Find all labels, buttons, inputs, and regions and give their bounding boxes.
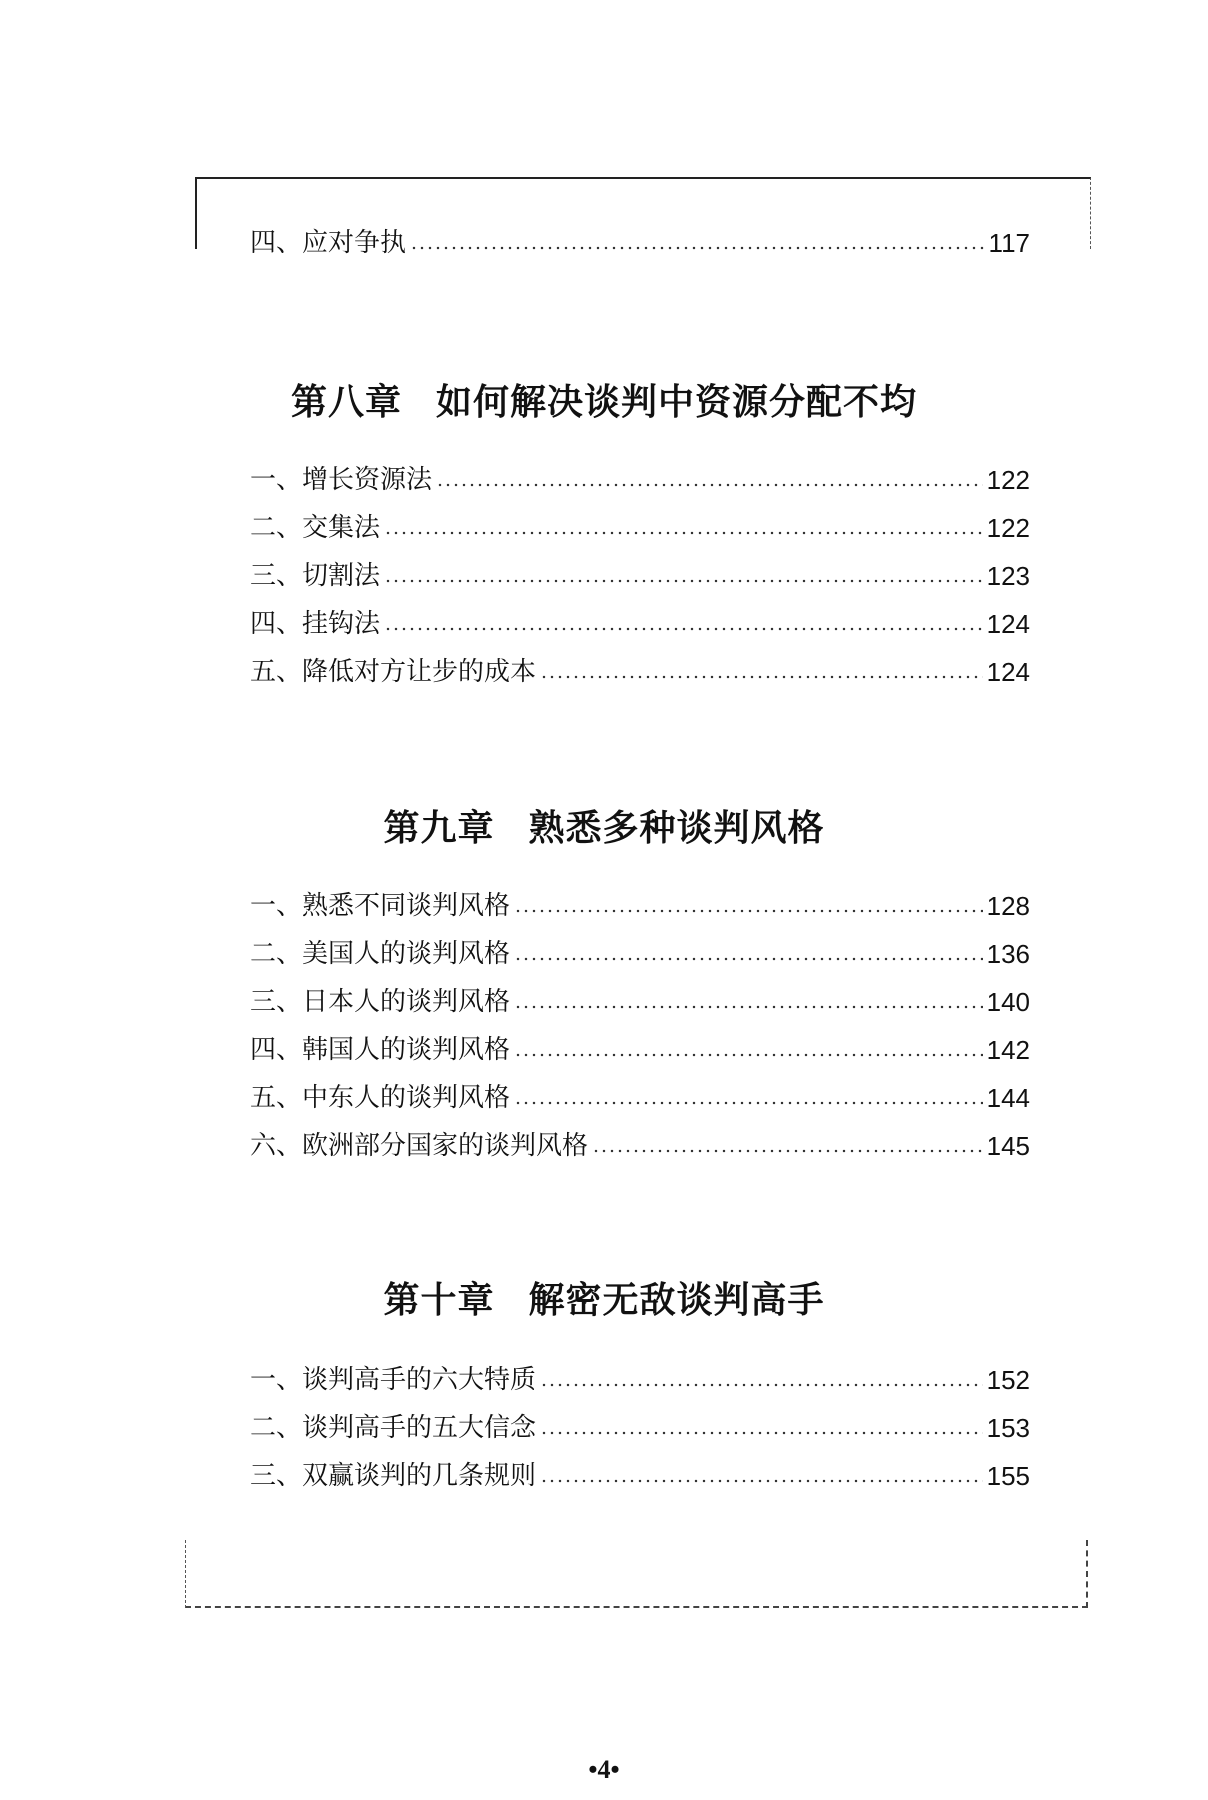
toc-entry-label: 一、谈判高手的六大特质 — [250, 1365, 537, 1395]
toc-entry-label: 一、熟悉不同谈判风格 — [250, 891, 511, 921]
toc-entry[interactable] — [250, 225, 1030, 261]
toc-entry[interactable] — [250, 1080, 1030, 1116]
toc-entry-label: 五、中东人的谈判风格 — [250, 1083, 511, 1113]
toc-entry[interactable] — [250, 936, 1030, 972]
chapter-heading-8 — [0, 374, 1208, 425]
dot-leader — [540, 1478, 983, 1484]
toc-entry[interactable] — [250, 606, 1030, 642]
dot-leader — [592, 1148, 983, 1154]
chapter-number: 第九章 — [383, 808, 495, 849]
toc-entry[interactable] — [250, 1128, 1030, 1164]
toc-entry-label: 四、挂钩法 — [250, 609, 381, 639]
toc-entry[interactable] — [250, 984, 1030, 1020]
toc-entry[interactable] — [250, 1362, 1030, 1398]
chapter-title: 解密无敌谈判高手 — [528, 1280, 825, 1321]
toc-entry-page: 123 — [986, 561, 1030, 591]
dot-leader — [540, 1430, 983, 1436]
dot-leader — [514, 1100, 983, 1106]
toc-entry-label: 六、欧洲部分国家的谈判风格 — [250, 1131, 589, 1161]
dot-leader — [540, 1382, 983, 1388]
toc-entry-label: 三、双赢谈判的几条规则 — [250, 1461, 537, 1491]
toc-entry-label: 五、降低对方让步的成本 — [250, 657, 537, 687]
toc-entry-label: 二、美国人的谈判风格 — [250, 939, 511, 969]
toc-entry-page: 124 — [986, 657, 1030, 687]
toc-entry[interactable] — [250, 1410, 1030, 1446]
toc-entry[interactable] — [250, 462, 1030, 498]
toc-entry-label: 四、韩国人的谈判风格 — [250, 1035, 511, 1065]
dot-leader — [540, 674, 983, 680]
chapter-title: 如何解决谈判中资源分配不均 — [436, 382, 918, 423]
toc-entry-page: 152 — [986, 1365, 1030, 1395]
toc-entry-label: 二、交集法 — [250, 513, 381, 543]
toc-entry-label: 二、谈判高手的五大信念 — [250, 1413, 537, 1443]
dot-leader — [436, 482, 983, 488]
toc-entry-label: 一、增长资源法 — [250, 465, 433, 495]
toc-entry-page: 140 — [986, 987, 1030, 1017]
toc-entry-page: 128 — [986, 891, 1030, 921]
dot-leader — [410, 245, 985, 251]
toc-entry[interactable] — [250, 510, 1030, 546]
dot-leader — [384, 626, 983, 632]
page-number: •4• — [588, 1755, 620, 1784]
toc-entry[interactable] — [250, 1032, 1030, 1068]
toc-entry[interactable] — [250, 558, 1030, 594]
toc-entry[interactable] — [250, 888, 1030, 924]
dot-leader — [384, 578, 983, 584]
dot-leader — [514, 1004, 983, 1010]
chapter-heading-9 — [0, 800, 1208, 851]
toc-entry-page: 153 — [986, 1413, 1030, 1443]
toc-entry[interactable] — [250, 1458, 1030, 1494]
toc-entry-page: 142 — [986, 1035, 1030, 1065]
chapter-heading-10 — [0, 1272, 1208, 1323]
toc-entry-page: 136 — [986, 939, 1030, 969]
chapter-number: 第八章 — [290, 382, 402, 423]
toc-entry-page: 122 — [986, 465, 1030, 495]
toc-entry-label: 三、日本人的谈判风格 — [250, 987, 511, 1017]
dot-leader — [384, 530, 983, 536]
toc-entry[interactable] — [250, 654, 1030, 690]
toc-entry-label: 三、切割法 — [250, 561, 381, 591]
dot-leader — [514, 908, 983, 914]
toc-entry-page: 144 — [986, 1083, 1030, 1113]
toc-entry-page: 122 — [986, 513, 1030, 543]
toc-entry-page: 155 — [986, 1461, 1030, 1491]
dot-leader — [514, 956, 983, 962]
chapter-number: 第十章 — [383, 1280, 495, 1321]
toc-entry-page: 124 — [986, 609, 1030, 639]
toc-entry-label: 四、应对争执 — [250, 228, 407, 258]
dot-leader — [514, 1052, 983, 1058]
toc-entry-page: 145 — [986, 1131, 1030, 1161]
toc-entry-page: 117 — [988, 228, 1030, 258]
chapter-title: 熟悉多种谈判风格 — [528, 808, 825, 849]
frame-bottom-border — [185, 1540, 1088, 1608]
